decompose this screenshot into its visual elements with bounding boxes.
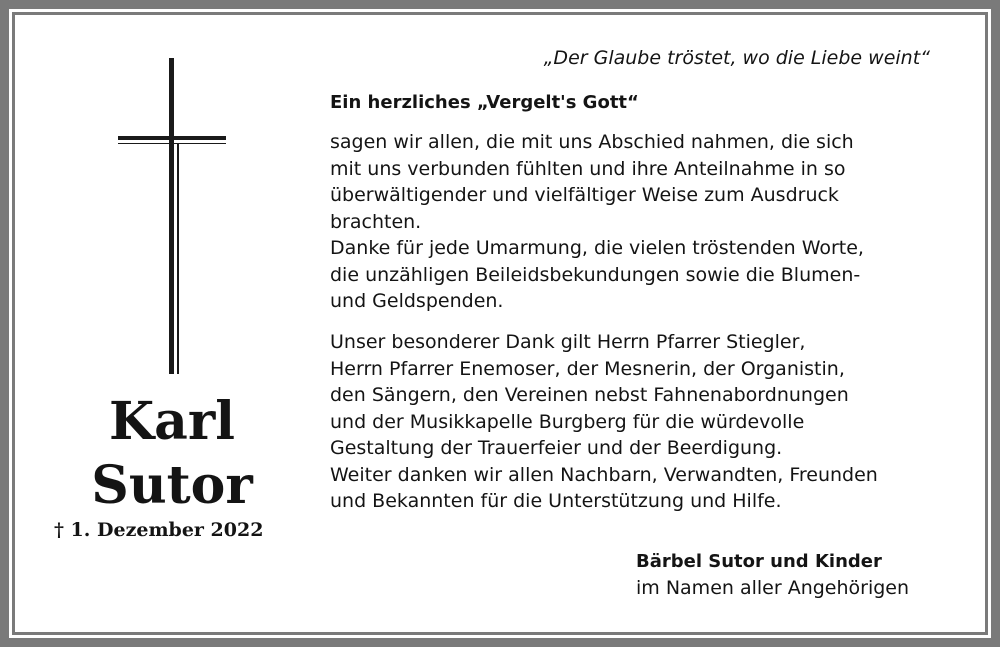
thanks-paragraph-1: sagen wir allen, die mit uns Abschied nahmen, die sich mit uns verbunden fühlten und ihre Anteilnahme in so überwältigender und vielfältiger Weise zum Ausdruck brachten. Danke für jede Umarmung, die vielen tröstenden Worte, die unzähligen Beileidsbekundungen sowie die Blumen- und Geldspenden. xyxy=(330,131,864,312)
cross-horizontal-beam xyxy=(118,136,226,140)
cross-horizontal-shadow xyxy=(118,143,226,144)
cross-vertical-beam xyxy=(169,58,174,374)
deceased-last-name: Sutor xyxy=(91,455,253,516)
signature-name: Bärbel Sutor und Kinder xyxy=(636,551,882,572)
thanks-paragraph-2: Unser besonderer Dank gilt Herrn Pfarrer Stiegler, Herrn Pfarrer Enemoser, der Mesnerin, der Organistin, den Sängern, den Vereinen nebst Fahnenabordnungen und der Musikkapelle Burgberg für die würdevolle Gestaltung der Trauerfeier und der Beerdigung. Weiter danken wir allen Nachbarn, Verwandten, Freunden und Bekannten für die Unterstützung und Hilfe. xyxy=(330,331,878,512)
cross-vertical-shadow xyxy=(177,144,179,374)
signature-subtitle: im Namen aller Angehörigen xyxy=(636,577,910,599)
quote: „Der Glaube tröstet, wo die Liebe weint“ xyxy=(543,47,930,69)
thanks-heading: Ein herzliches „Vergelt's Gott“ xyxy=(330,92,639,113)
death-date: † 1. Dezember 2022 xyxy=(54,519,264,541)
deceased-first-name: Karl xyxy=(108,391,236,452)
